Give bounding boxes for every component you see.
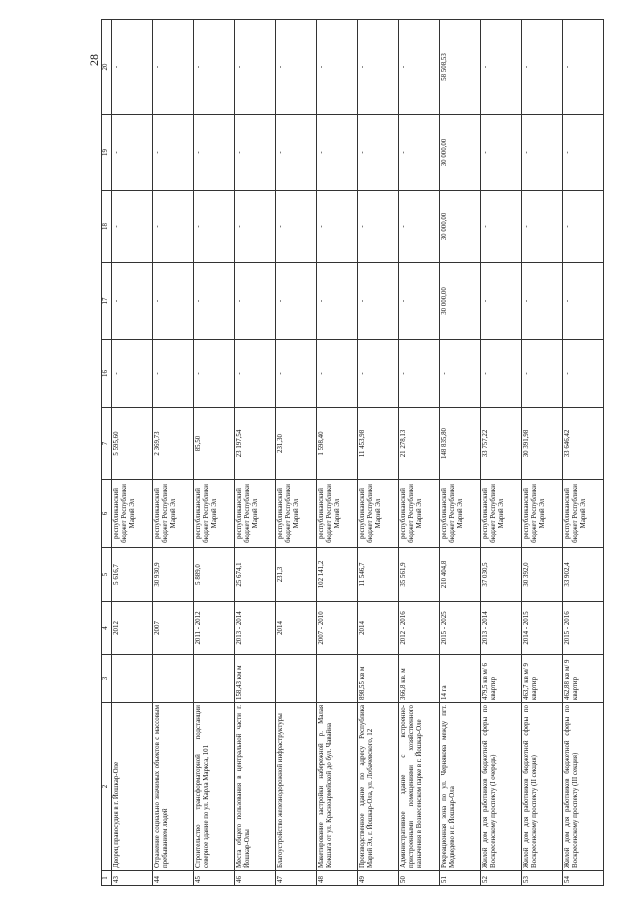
row-number: 51 xyxy=(440,871,481,886)
column-header-16: 16 xyxy=(102,340,112,408)
estimated-cost: 35 561,9 xyxy=(399,548,440,602)
estimated-cost: 231,3 xyxy=(276,548,317,602)
funding-source: республиканский бюджет Республики Марий Эл xyxy=(481,480,522,548)
table-row xyxy=(112,20,153,886)
object-name: Макетирование застройки набережной р. Малая Кокшага от ул. Красноармейской до бул. Чавайна xyxy=(317,703,358,871)
estimated-cost: 30 930,9 xyxy=(153,548,194,602)
table-row xyxy=(399,20,440,886)
value-col-16: - xyxy=(194,340,235,408)
value-col-18: - xyxy=(399,191,440,263)
construction-period: 2011 - 2012 xyxy=(194,602,235,655)
value-col-7: 2 369,73 xyxy=(153,408,194,480)
object-capacity: 479,5 кв м/ 6 квартир xyxy=(481,655,522,703)
value-col-16: - xyxy=(235,340,276,408)
value-col-20: - xyxy=(112,20,153,115)
table-row xyxy=(194,20,235,886)
value-col-17: 30 000,00 xyxy=(440,263,481,340)
row-number: 50 xyxy=(399,871,440,886)
row-number: 52 xyxy=(481,871,522,886)
column-header-5: 5 xyxy=(102,548,112,602)
value-col-20: - xyxy=(563,20,604,115)
estimated-cost: 37 030,5 xyxy=(481,548,522,602)
table-row xyxy=(276,20,317,886)
table-header-row xyxy=(102,20,112,886)
value-col-17: - xyxy=(358,263,399,340)
value-col-16: - xyxy=(317,340,358,408)
value-col-17: - xyxy=(481,263,522,340)
column-header-20: 20 xyxy=(102,20,112,115)
estimated-cost: 30 392,0 xyxy=(522,548,563,602)
row-number: 43 xyxy=(112,871,153,886)
value-col-7: 30 391,98 xyxy=(522,408,563,480)
value-col-20: - xyxy=(153,20,194,115)
object-name: Жилой дом для работников бюджетной сферы по Воскресенскому проспекту (III секция) xyxy=(563,703,604,871)
value-col-20: - xyxy=(358,20,399,115)
column-header-7: 7 xyxy=(102,408,112,480)
table-row xyxy=(317,20,358,886)
object-name: Производственное здание по адресу Республика Марий Эл, г. Йошкар-Ола, ул. Лобачевского, 12 xyxy=(358,703,399,871)
value-col-19: - xyxy=(153,115,194,191)
object-name: Жилой дом для работников бюджетной сферы по Воскресенскому проспекту (I очередь) xyxy=(481,703,522,871)
table-row xyxy=(358,20,399,886)
estimated-cost: 11 546,7 xyxy=(358,548,399,602)
value-col-7: 85,50 xyxy=(194,408,235,480)
object-capacity: 14 га xyxy=(440,655,481,703)
value-col-20: - xyxy=(522,20,563,115)
value-col-18: - xyxy=(153,191,194,263)
value-col-19: - xyxy=(358,115,399,191)
row-number: 47 xyxy=(276,871,317,886)
table-row xyxy=(235,20,276,886)
value-col-16: - xyxy=(481,340,522,408)
column-header-18: 18 xyxy=(102,191,112,263)
estimated-cost: 102 141,2 xyxy=(317,548,358,602)
value-col-19: - xyxy=(399,115,440,191)
value-col-7: 21 278,13 xyxy=(399,408,440,480)
value-col-18: - xyxy=(563,191,604,263)
construction-period: 2014 xyxy=(276,602,317,655)
value-col-17: - xyxy=(563,263,604,340)
object-capacity: 366,8 кв. м xyxy=(399,655,440,703)
value-col-16: - xyxy=(440,340,481,408)
row-number: 46 xyxy=(235,871,276,886)
funding-source: республиканский бюджет Республики Марий Эл xyxy=(399,480,440,548)
value-col-16: - xyxy=(153,340,194,408)
object-capacity xyxy=(194,655,235,703)
column-header-17: 17 xyxy=(102,263,112,340)
value-col-20: - xyxy=(399,20,440,115)
row-number: 54 xyxy=(563,871,604,886)
construction-period: 2015 - 2025 xyxy=(440,602,481,655)
value-col-16: - xyxy=(358,340,399,408)
table-row xyxy=(481,20,522,886)
value-col-18: - xyxy=(481,191,522,263)
construction-period: 2015 - 2016 xyxy=(563,602,604,655)
value-col-19: - xyxy=(317,115,358,191)
object-capacity: 462,88 кв м/ 9 квартир xyxy=(563,655,604,703)
object-name: Административное здание с встроенно-пристроенными помещениями хозяйственного назначения в Вознесенском парке в г. Йошкар-Оле xyxy=(399,703,440,871)
column-header-3: 3 xyxy=(102,655,112,703)
page-number: 28 xyxy=(87,54,101,66)
object-capacity xyxy=(153,655,194,703)
rotated-table-region xyxy=(89,40,609,886)
construction-period: 2007 - 2010 xyxy=(317,602,358,655)
funding-source: республиканский бюджет Республики Марий Эл xyxy=(112,480,153,548)
column-header-4: 4 xyxy=(102,602,112,655)
column-header-1: 1 xyxy=(102,871,112,886)
value-col-18: - xyxy=(276,191,317,263)
funding-source: республиканский бюджет Республики Марий Эл xyxy=(563,480,604,548)
row-number: 45 xyxy=(194,871,235,886)
value-col-16: - xyxy=(563,340,604,408)
estimated-cost: 5 616,7 xyxy=(112,548,153,602)
value-col-19: - xyxy=(481,115,522,191)
estimated-cost: 5 889,0 xyxy=(194,548,235,602)
funding-source: республиканский бюджет Республики Марий Эл xyxy=(317,480,358,548)
value-col-17: - xyxy=(276,263,317,340)
object-name: Рекреационная зона по ул. Чернякова между пгт. Медведево и г. Йошкар-Ола xyxy=(440,703,481,871)
object-name: Жилой дом для работников бюджетной сферы по Воскресенскому проспекту (II секция) xyxy=(522,703,563,871)
value-col-20: - xyxy=(317,20,358,115)
construction-period: 2013 - 2014 xyxy=(235,602,276,655)
value-col-17: - xyxy=(153,263,194,340)
investment-objects-table xyxy=(101,19,604,886)
object-name: Благоустройство железнодорожной инфраструктуры xyxy=(276,703,317,871)
value-col-7: 23 197,54 xyxy=(235,408,276,480)
value-col-18: - xyxy=(358,191,399,263)
construction-period: 2012 xyxy=(112,602,153,655)
funding-source: республиканский бюджет Республики Марий Эл xyxy=(276,480,317,548)
object-capacity: 898,55 кв м xyxy=(358,655,399,703)
funding-source: республиканский бюджет Республики Марий Эл xyxy=(522,480,563,548)
table-row xyxy=(522,20,563,886)
object-capacity: 158,43 км м xyxy=(235,655,276,703)
estimated-cost: 33 902,4 xyxy=(563,548,604,602)
estimated-cost: 25 674,1 xyxy=(235,548,276,602)
value-col-16: - xyxy=(399,340,440,408)
value-col-20: - xyxy=(194,20,235,115)
value-col-19: - xyxy=(276,115,317,191)
row-number: 48 xyxy=(317,871,358,886)
funding-source: республиканский бюджет Республики Марий Эл xyxy=(235,480,276,548)
value-col-17: - xyxy=(317,263,358,340)
value-col-19: - xyxy=(563,115,604,191)
construction-period: 2014 - 2015 xyxy=(522,602,563,655)
value-col-7: 1 598,40 xyxy=(317,408,358,480)
value-col-19: - xyxy=(235,115,276,191)
value-col-19: 30 000,00 xyxy=(440,115,481,191)
value-col-7: 5 595,60 xyxy=(112,408,153,480)
value-col-7: 148 835,80 xyxy=(440,408,481,480)
construction-period: 2012 - 2016 xyxy=(399,602,440,655)
construction-period: 2013 - 2014 xyxy=(481,602,522,655)
value-col-16: - xyxy=(112,340,153,408)
column-header-6: 6 xyxy=(102,480,112,548)
value-col-18: - xyxy=(194,191,235,263)
value-col-17: - xyxy=(194,263,235,340)
row-number: 44 xyxy=(153,871,194,886)
table-row xyxy=(153,20,194,886)
value-col-20: - xyxy=(276,20,317,115)
value-col-19: - xyxy=(194,115,235,191)
value-col-20: - xyxy=(481,20,522,115)
column-header-2: 2 xyxy=(102,703,112,871)
object-capacity: 463,7 кв м/ 9 квартир xyxy=(522,655,563,703)
value-col-16: - xyxy=(522,340,563,408)
funding-source: республиканский бюджет Республики Марий Эл xyxy=(194,480,235,548)
row-number: 53 xyxy=(522,871,563,886)
table-row xyxy=(563,20,604,886)
estimated-cost: 210 404,8 xyxy=(440,548,481,602)
value-col-18: - xyxy=(522,191,563,263)
object-name: Отражение социально значимых объектов с массовым пребыванием людей xyxy=(153,703,194,871)
row-number: 49 xyxy=(358,871,399,886)
funding-source: республиканский бюджет Республики Марий Эл xyxy=(358,480,399,548)
value-col-17: - xyxy=(522,263,563,340)
value-col-20: 58 508,53 xyxy=(440,20,481,115)
object-name: Дворец правосудия в г. Йошкар-Оле xyxy=(112,703,153,871)
object-name: Строительство трансформаторной подстанции северное здание по ул. Карла Маркса, 101 xyxy=(194,703,235,871)
value-col-19: - xyxy=(522,115,563,191)
funding-source: республиканский бюджет Республики Марий Эл xyxy=(153,480,194,548)
object-capacity xyxy=(317,655,358,703)
table-row xyxy=(440,20,481,886)
construction-period: 2007 xyxy=(153,602,194,655)
object-name: Места общего пользования в центральной части г. Йошкар-Олы xyxy=(235,703,276,871)
value-col-18: - xyxy=(112,191,153,263)
value-col-17: - xyxy=(235,263,276,340)
column-header-19: 19 xyxy=(102,115,112,191)
value-col-18: - xyxy=(317,191,358,263)
value-col-20: - xyxy=(235,20,276,115)
value-col-7: 33 757,22 xyxy=(481,408,522,480)
object-capacity xyxy=(276,655,317,703)
value-col-18: - xyxy=(235,191,276,263)
value-col-19: - xyxy=(112,115,153,191)
object-capacity xyxy=(112,655,153,703)
funding-source: республиканский бюджет Республики Марий Эл xyxy=(440,480,481,548)
value-col-18: 30 000,00 xyxy=(440,191,481,263)
value-col-7: 11 453,98 xyxy=(358,408,399,480)
value-col-7: 231,30 xyxy=(276,408,317,480)
value-col-17: - xyxy=(112,263,153,340)
construction-period: 2014 xyxy=(358,602,399,655)
value-col-16: - xyxy=(276,340,317,408)
value-col-17: - xyxy=(399,263,440,340)
value-col-7: 33 646,42 xyxy=(563,408,604,480)
